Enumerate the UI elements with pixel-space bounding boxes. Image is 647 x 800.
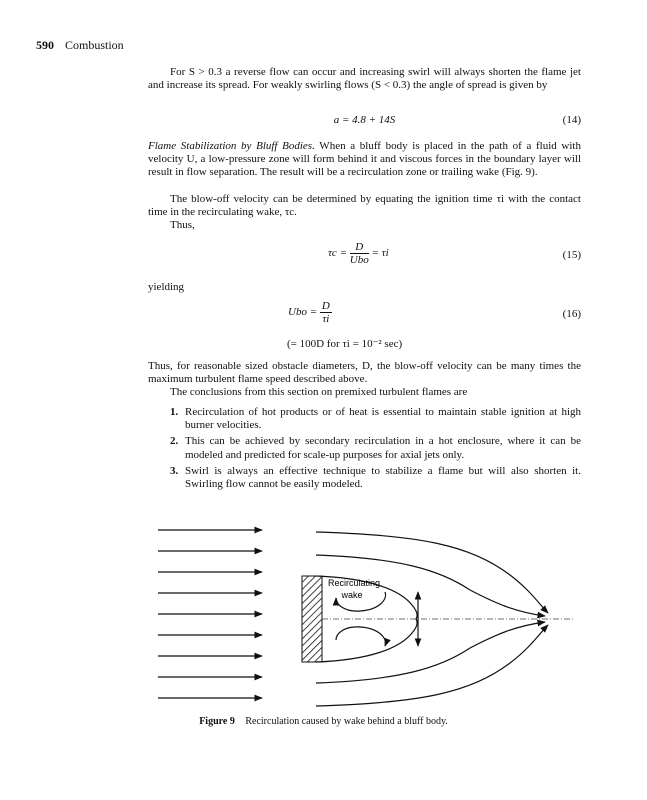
list-item-text: Recirculation of hot products or of heat is essential to maintain stable ignition at high burner velocities. [185, 406, 581, 432]
equation-15-number: (15) [562, 249, 581, 261]
figure-caption-text: Recirculation caused by wake behind a bluff body. [245, 716, 448, 727]
paragraph-blowoff-velocity: Thus, for reasonable sized obstacle diameters, D, the blow-off velocity can be many times the maximum turbulent flame speed described above. [148, 360, 581, 386]
list-item-number: 2. [170, 435, 179, 448]
paragraph-swirl: For S > 0.3 a reverse flow can occur and increasing swirl will always shorten the flame jet and increase its spread. For weakly swirling flows (S < 0.3) the angle of spread is given by [148, 66, 581, 92]
wake-label-line1: Recirculating [327, 578, 381, 588]
section-heading: Flame Stabilization by Bluff Bodies. [148, 140, 315, 152]
figure-label: Figure 9 [199, 716, 235, 727]
wake-label-line2: wake [341, 590, 363, 600]
list-item-number: 1. [170, 406, 179, 418]
equation-15-numerator: D [350, 241, 369, 254]
page-number: 590 [36, 38, 54, 52]
equation-15-lhs: τc = [328, 247, 347, 260]
figure-caption [0, 716, 647, 727]
streamline-wake-bottom [316, 619, 417, 662]
paragraph-conclusions: The conclusions from this section on premixed turbulent flames are [170, 386, 468, 398]
list-item-text: This can be achieved by secondary recirculation in a hot enclosure, where it can be modeled and predicted for scale-up purposes for axial jets only. [185, 435, 581, 461]
eddy-bottom [336, 627, 386, 646]
streamline-outer-top [316, 532, 548, 613]
equation-16-number: (16) [562, 308, 581, 320]
equation-16-lhs: Ubo = [288, 306, 318, 319]
paragraph-blowoff: The blow-off velocity can be determined by equating the ignition time τi with the contact time in the recirculating wake, τc. [148, 193, 581, 219]
bluff-body [302, 576, 322, 662]
yielding-label: yielding [148, 281, 185, 293]
equation-15-denominator: Ubo [349, 254, 369, 266]
equation-16-numerator: D [321, 300, 330, 312]
paragraph-bluff-body-text: When a bluff body is placed in the path of a fluid with velocity U, a low-pressure zone will form behind it and viscous forces in the boundary layer will result in flow separation. The result will be a recirculation zone or trailing wake (Fig. 9). [148, 140, 581, 179]
streamline-mid-bottom [316, 622, 545, 683]
equation-16-denominator: τi [322, 313, 330, 325]
equation-14-number: (14) [562, 114, 581, 126]
streamline-outer-bottom [316, 625, 548, 706]
list-item-number: 3. [170, 464, 179, 477]
thus-label: Thus, [170, 219, 195, 231]
list-item-text: Swirl is always an effective technique to stabilize a flame but will also shorten it. Swirling flow cannot be easily modeled. [185, 464, 581, 491]
running-title: Combustion [65, 38, 124, 52]
equation-15-rhs: = τi [371, 247, 389, 260]
equation-16-note: (= 100D for τi = 10⁻² sec) [287, 338, 403, 350]
equation-14-expr: a = 4.8 + 14S [333, 114, 396, 126]
incoming-flow-arrows [158, 530, 262, 698]
